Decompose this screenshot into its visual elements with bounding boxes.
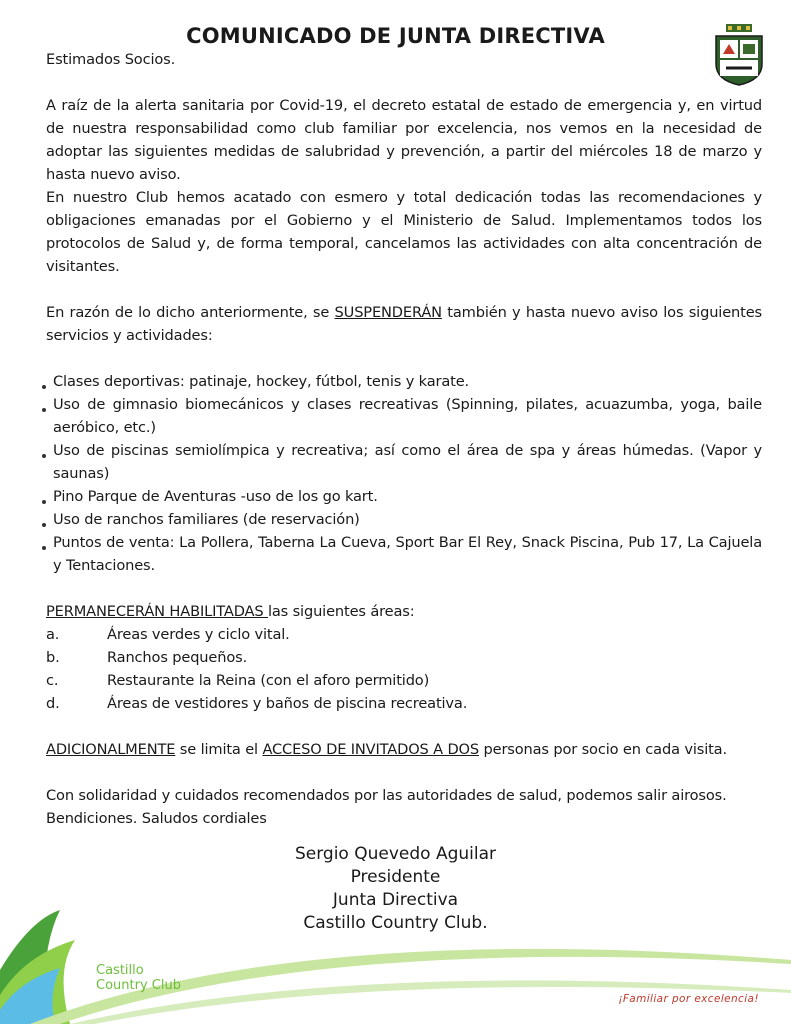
greeting: Estimados Socios. — [46, 51, 176, 68]
list-item: Uso de ranchos familiares (de reservación) — [46, 508, 762, 531]
enabled-list — [46, 623, 762, 715]
signature-body: Junta Directiva — [332, 890, 459, 910]
list-item: c. Restaurante la Reina (con el aforo permitido) — [46, 672, 430, 689]
club-slogan: ¡Familiar por excelencia! — [618, 993, 759, 1005]
paragraph-context: A raíz de la alerta sanitaria por Covid-19, el decreto estatal de estado de emergencia y, en virtud de nuestra responsabilidad como club familiar por excelencia, nos vemos en la necesidad de adoptar las siguientes medidas de salubridad y prevención, a partir del miércoles 18 de marzo y hasta nuevo aviso. — [46, 97, 762, 183]
list-item: Puntos de venta: La Pollera, Taberna La Cueva, Sport Bar El Rey, Snack Piscina, Pub 17, La Cajuela y Tentaciones. — [46, 531, 762, 577]
paragraph-additional: ADICIONALMENTE se limita el ACCESO DE INVITADOS A DOS personas por socio en cada visita. — [46, 741, 727, 758]
footer-swoosh-graphic — [0, 900, 791, 1024]
list-item: Uso de piscinas semiolímpica y recreativa; así como el área de spa y áreas húmedas. (Vapor y saunas) — [46, 439, 762, 485]
paragraph-closing: Con solidaridad y cuidados recomendados por las autoridades de salud, podemos salir airosos. — [46, 787, 727, 804]
enabled-intro: PERMANECERÁN HABILITADAS las siguientes áreas: — [46, 603, 415, 620]
signature-name: Sergio Quevedo Aguilar — [294, 844, 497, 864]
list-item: Clases deportivas: patinaje, hockey, fútbol, tenis y karate. — [46, 370, 762, 393]
list-item: b. Ranchos pequeños. — [46, 649, 248, 666]
paragraph-farewell: Bendiciones. Saludos cordiales — [46, 810, 267, 827]
enabled-emphasis: PERMANECERÁN HABILITADAS — [46, 603, 268, 620]
signature-club: Castillo Country Club. — [303, 913, 488, 933]
signature-role: Presidente — [350, 867, 441, 887]
letter-body — [46, 48, 762, 830]
suspended-list — [46, 370, 762, 577]
paragraph-suspension: En razón de lo dicho anteriormente, se SUSPENDERÁN también y hasta nuevo aviso los siguientes servicios y actividades: — [46, 304, 762, 344]
paragraph-compliance: En nuestro Club hemos acatado con esmero y total dedicación todas las recomendaciones y obligaciones emanadas por el Gobierno y el Ministerio de Salud. Implementamos todos los protocolos de Salud y, de forma temporal, cancelamos las actividades con alta concentración de visitantes. — [46, 189, 762, 275]
list-item: a. Áreas verdes y ciclo vital. — [46, 626, 290, 643]
club-logo-text: Castillo Country Club — [96, 963, 181, 993]
list-item: Uso de gimnasio biomecánicos y clases recreativas (Spinning, pilates, acuazumba, yoga, baile aeróbico, etc.) — [46, 393, 762, 439]
suspended-emphasis: SUSPENDERÁN — [334, 304, 442, 321]
list-item: d. Áreas de vestidores y baños de piscina recreativa. — [46, 695, 468, 712]
document-title: COMUNICADO DE JUNTA DIRECTIVA — [186, 24, 605, 48]
list-item: Pino Parque de Aventuras -uso de los go kart. — [46, 485, 762, 508]
